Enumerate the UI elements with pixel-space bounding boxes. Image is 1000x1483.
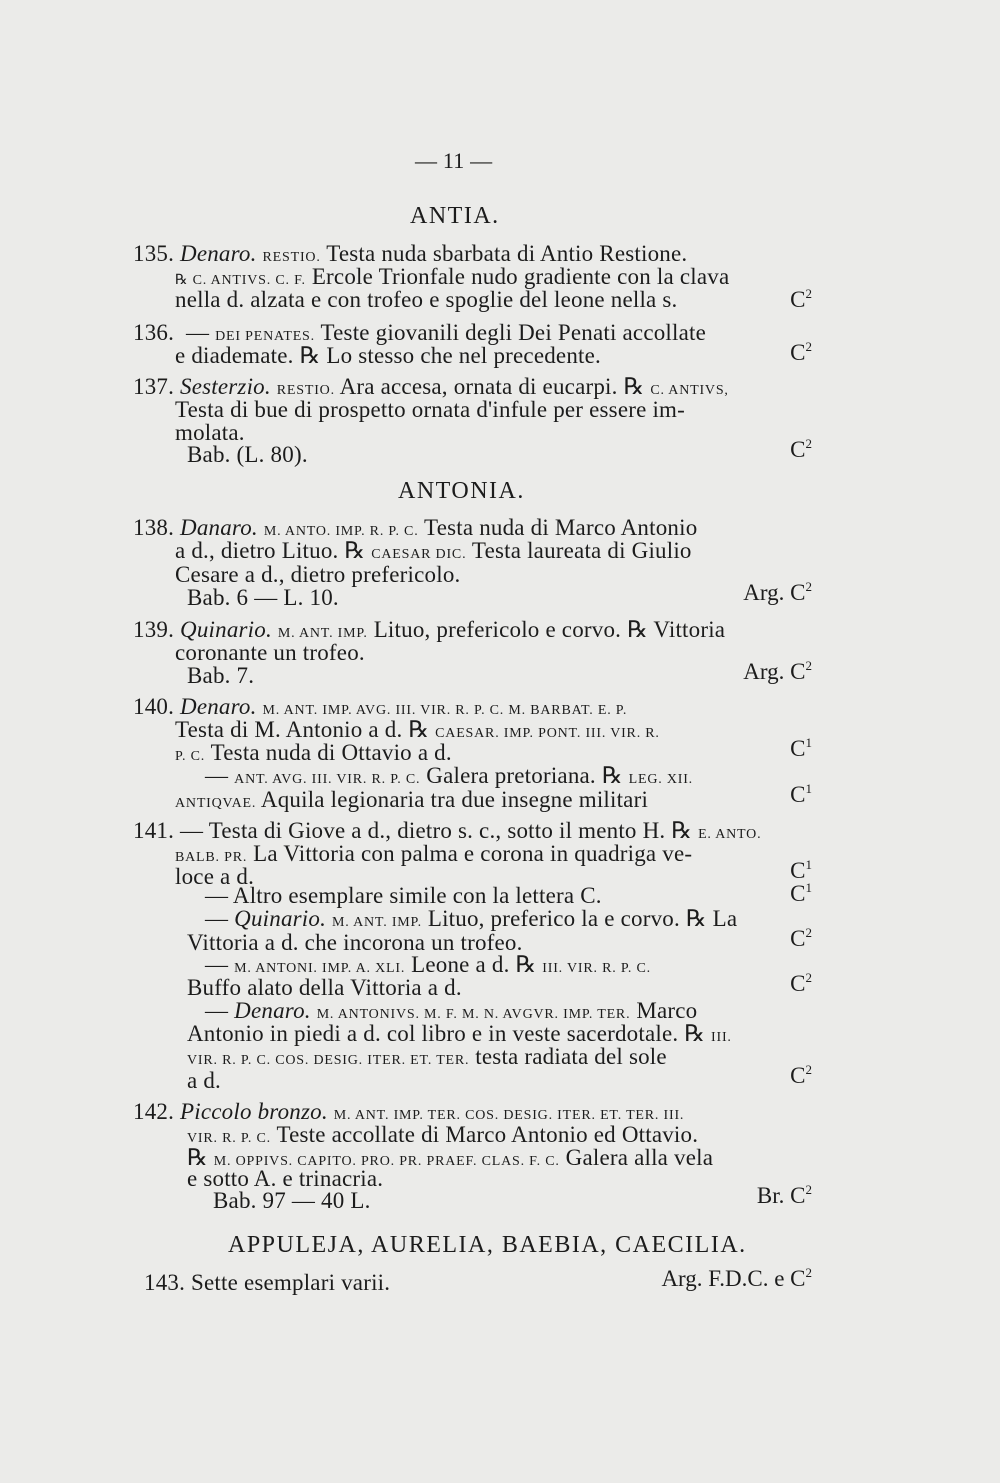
legend: VIR. R. P. C. — [187, 1131, 271, 1146]
rarity-rating: $C^2$ — [790, 970, 812, 996]
page-number: — 11 — — [415, 148, 493, 173]
entry-140-line-2: Testa di M. Antonio a d. ℞ CAESAR. IMP. PONT. III. VIR. R. — [175, 717, 660, 742]
entry-number: 142. — [133, 1099, 175, 1124]
entry-136-line-2: e diademate. ℞ Lo stesso che nel precedente. — [175, 343, 601, 368]
entry-136-line-1: 136. — DEI PENATES. Teste giovanili degli Dei Penati accollate — [133, 320, 707, 345]
legend: VIR. R. P. C. COS. DESIG. ITER. ET. TER. — [187, 1053, 470, 1068]
legend: LEG. XII. — [628, 772, 693, 787]
entry-142-line-2: VIR. R. P. C. Teste accollate di Marco Antonio ed Ottavio. — [187, 1122, 699, 1147]
entry-138-bibliography: Bab. 6 — L. 10. — [187, 585, 339, 610]
legend: CAESAR DIC. — [371, 547, 467, 562]
legend: M. ANTO. IMP. R. P. C. — [263, 524, 419, 539]
rarity-rating: Br. $C^2$ — [756, 1182, 812, 1208]
legend: P. C. — [175, 749, 206, 764]
legend: M. ANTONIVS. M. F. M. N. AVGVR. IMP. TER. — [316, 1007, 631, 1022]
legend: ℞ C. ANTIVS. C. F. — [175, 273, 306, 288]
rarity-rating: Arg. F.D.C. e $C^2$ — [661, 1265, 812, 1291]
legend: CAESAR. IMP. PONT. III. VIR. R. — [435, 726, 660, 741]
entry-number: 140. — [133, 694, 175, 719]
entry-142-bibliography: Bab. 97 — 40 L. — [213, 1188, 371, 1213]
legend: M. ANT. IMP. — [277, 626, 368, 641]
legend: ANTIQVAE. — [175, 796, 257, 811]
section-heading: ANTONIA. — [398, 478, 525, 504]
entry-141-variant-3-line-1: — M. ANTONI. IMP. A. XLI. Leone a d. ℞ III. VIR. R. P. C. — [205, 952, 651, 977]
entry-139-bibliography: Bab. 7. — [187, 663, 255, 688]
entry-141-line-3: loce a d. — [175, 864, 255, 889]
legend: E. ANTO. — [698, 827, 762, 842]
entry-141-variant-3-line-2: Buffo alato della Vittoria a d. — [187, 975, 462, 1000]
description: Ara accesa, ornata di eucarpi. ℞ — [339, 374, 645, 399]
legend: M. ANT. IMP. — [332, 915, 422, 930]
section-heading: APPULEJA, AURELIA, BAEBIA, CAECILIA. — [228, 1232, 747, 1258]
entry-140-variant-line-2: ANTIQVAE. Aquila legionaria tra due insegne militari — [175, 787, 649, 812]
rarity-rating: $C^1$ — [790, 857, 812, 883]
entry-137-line-3: molata. — [175, 420, 245, 445]
entry-number: 135. — [133, 241, 175, 266]
entry-number: 137. — [133, 374, 175, 399]
entry-140-line-3: P. C. Testa nuda di Ottavio a d. — [175, 740, 452, 765]
rarity-rating: Arg. $C^2$ — [743, 579, 812, 605]
entry-142-line-3: ℞ M. OPPIVS. CAPITO. PRO. PR. PRAEF. CLAS. F. C. Galera alla vela — [187, 1145, 714, 1170]
entry-141-variant-2-line-2: Vittoria a d. che incorona un trofeo. — [187, 930, 523, 955]
entry-141-variant-4-line-2: Antonio in piedi a d. col libro e in veste sacerdotale. ℞ III. — [187, 1021, 732, 1046]
legend: ANT. AVG. III. VIR. R. P. C. — [234, 772, 421, 787]
coin-type: Denaro. — [180, 241, 257, 266]
rarity-rating: $C^2$ — [790, 1062, 812, 1088]
entry-138-line-2: a d., dietro Lituo. ℞ CAESAR DIC. Testa laureata di Giulio — [175, 538, 692, 563]
legend: III. VIR. R. P. C. — [542, 961, 651, 976]
entry-137-bibliography: Bab. (L. 80). — [187, 442, 308, 467]
entry-141-line-2: BALB. PR. La Vittoria con palma e corona in quadriga ve- — [175, 841, 693, 866]
legend: M. ANT. IMP. TER. COS. DESIG. ITER. ET. TER. III. — [333, 1108, 685, 1123]
rarity-rating: $C^1$ — [790, 781, 812, 807]
legend: DEI PENATES. — [215, 329, 315, 344]
legend: III. — [711, 1030, 732, 1045]
entry-139-line-2: coronante un trofeo. — [175, 640, 365, 665]
entry-135-line-3: nella d. alzata e con trofeo e spoglie del leone nella s. — [175, 287, 678, 312]
entry-143-line-1: 143. Sette esemplari varii. — [144, 1270, 391, 1295]
legend: M. OPPIVS. CAPITO. PRO. PR. PRAEF. CLAS. F. C. — [213, 1154, 560, 1169]
entry-141-variant-2-line-1: — Quinario. M. ANT. IMP. Lituo, preferico la e corvo. ℞ La — [205, 906, 738, 931]
section-heading: ANTIA. — [410, 203, 500, 229]
description: Ercole Trionfale nudo gradiente con la clava — [311, 264, 730, 289]
coin-type: Piccolo bronzo. — [180, 1099, 328, 1124]
entry-142-line-4: e sotto A. e trinacria. — [187, 1166, 384, 1191]
rarity-rating: $C^2$ — [790, 339, 812, 365]
entry-number: 141. — [133, 818, 175, 843]
legend: M. ANT. IMP. AVG. III. VIR. R. P. C. M. BARBAT. E. P. — [262, 703, 628, 718]
legend: BALB. PR. — [175, 850, 248, 865]
entry-138-line-3: Cesare a d., dietro prefericolo. — [175, 562, 461, 587]
rarity-rating: Arg. $C^2$ — [743, 658, 812, 684]
entry-number: 138. — [133, 515, 175, 540]
entry-141-variant-4-line-4: a d. — [187, 1068, 222, 1093]
rarity-rating: $C^1$ — [790, 880, 812, 906]
rarity-rating: $C^2$ — [790, 436, 812, 462]
entry-number: 139. — [133, 617, 175, 642]
entry-number: 143. — [144, 1270, 186, 1295]
coin-type: Denaro. — [180, 694, 257, 719]
entry-140-variant-line-1: — ANT. AVG. III. VIR. R. P. C. Galera pretoriana. ℞ LEG. XII. — [205, 763, 693, 788]
legend: M. ANTONI. IMP. A. XLI. — [234, 961, 406, 976]
entry-141-line-1: 141. — Testa di Giove a d., dietro s. c., sotto il mento H. ℞ E. ANTO. — [133, 818, 762, 843]
legend: RESTIO. — [262, 250, 321, 265]
description: Testa nuda di Marco Antonio — [424, 515, 698, 540]
coin-type: Denaro. — [234, 998, 311, 1023]
coin-type: Quinario. — [234, 906, 327, 931]
legend: RESTIO. — [276, 383, 335, 398]
entry-137-line-2: Testa di bue di prospetto ornata d'infule per essere im- — [175, 397, 685, 422]
coin-type: Quinario. — [180, 617, 272, 642]
entry-141-variant-4-line-3: VIR. R. P. C. COS. DESIG. ITER. ET. TER. testa radiata del sole — [187, 1044, 667, 1069]
coin-type: Danaro. — [180, 515, 258, 540]
description: Teste giovanili degli Dei Penati accollate — [320, 320, 707, 345]
entry-141-variant-4-line-1: — Denaro. M. ANTONIVS. M. F. M. N. AVGVR. IMP. TER. Marco — [205, 998, 698, 1023]
entry-139-line-1: 139. Quinario. M. ANT. IMP. Lituo, prefericolo e corvo. ℞ Vittoria — [133, 617, 726, 642]
entry-141-variant-1: — Altro esemplare simile con la lettera C. — [205, 883, 602, 908]
rarity-rating: $C^2$ — [790, 286, 812, 312]
rarity-rating: $C^1$ — [790, 735, 812, 761]
coin-type: Sesterzio. — [180, 374, 271, 399]
entry-number: 136. — [133, 320, 175, 345]
description: Testa nuda sbarbata di Antio Restione. — [326, 241, 688, 266]
legend: C. ANTIVS, — [650, 383, 729, 398]
rarity-rating: $C^2$ — [790, 925, 812, 951]
